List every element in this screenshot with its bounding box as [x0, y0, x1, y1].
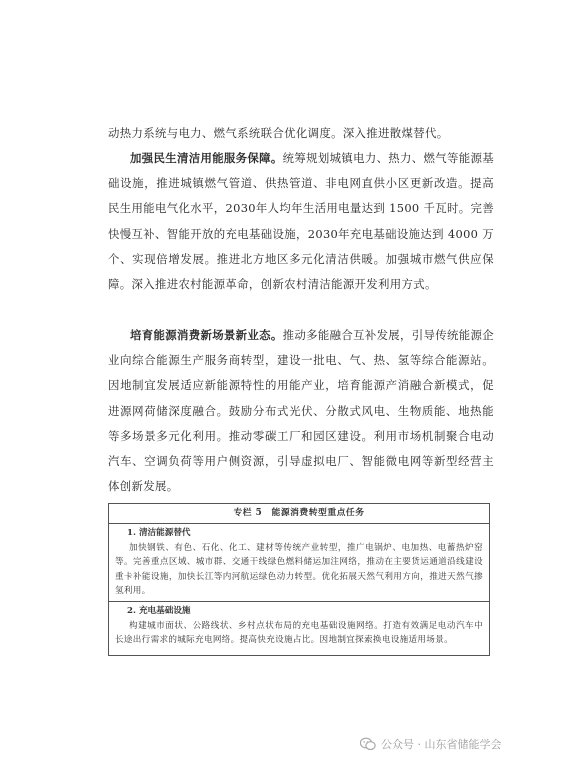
section-heading: 2. 充电基础设施 — [127, 605, 191, 616]
section-body: 构建城市面状、公路线状、乡村点状布局的充电基础设施网络。打造有效满足电动汽车中长途出行需求的城际充电网络。提高快充设施占比。因地制宜探索换电设施适用场景。 — [115, 620, 483, 646]
box-title: 专栏 5 能源消费转型重点任务 — [109, 504, 489, 524]
paragraph-lead: 加强民生清洁用能服务保障。 — [130, 151, 283, 165]
body-paragraph — [108, 121, 494, 146]
section-heading: 1. 清洁能源替代 — [127, 528, 191, 538]
watermark — [360, 736, 502, 752]
box-section — [109, 524, 489, 601]
body-paragraph — [108, 146, 494, 297]
paragraph-text: 统筹规划城镇电力、热力、燃气等能源基础设施，推进城镇燃气管道、供热管道、非电网直供小区更新改造。提高民生用能电气化水平，2030年人均年生活用电量达到 1500 千瓦时。完善快慢互补、智能开放的充电基础设施，2030年充电基础设施达到 4000 万个、实现倍增发展。推进北方地区多元化清洁供暖。加强城市燃气供应保障。深入推进农村能源革命，创新农村清洁能源开发利用方式。 — [108, 151, 494, 292]
paragraph-text: 动热力系统与电力、燃气系统联合优化调度。深入推进散煤替代。 — [108, 126, 449, 140]
paragraph-lead: 培育能源消费新场景新业态。 — [130, 328, 283, 342]
paragraph-text: 推动多能融合互补发展，引导传统能源企业向综合能源生产服务商转型，建设一批电、气、热、氢等综合能源站。因地制宜发展适应新能源特性的用能产业，培育能源产消融合新模式，促进源网荷储深度融合。鼓励分布式光伏、分散式风电、生物质能、地热能等多场景多元化利用。推动零碳工厂和园区建设。利用市场机制聚合电动汽车、空调负荷等用户侧资源，引导虚拟电厂、智能微电网等新型经营主体创新发展。 — [108, 328, 494, 494]
section-body: 加快钢铁、有色、石化、化工、建材等传统产业转型，推广电锅炉、电加热、电蓄热炉窑等。完善重点区域、城市群、交通干线绿色燃料储运加注网络，推动在主要货运通道沿线建设重卡补能设施，加快长江等内河航运绿色动力转型。优化拓展天然气利用方向，推进天然气掺氢利用。 — [115, 542, 483, 597]
wechat-icon — [360, 737, 376, 751]
box-section — [109, 601, 489, 650]
feature-box — [108, 503, 490, 656]
watermark-text: 公众号 · 山东省储能学会 — [381, 738, 502, 751]
body-paragraph — [108, 323, 494, 499]
